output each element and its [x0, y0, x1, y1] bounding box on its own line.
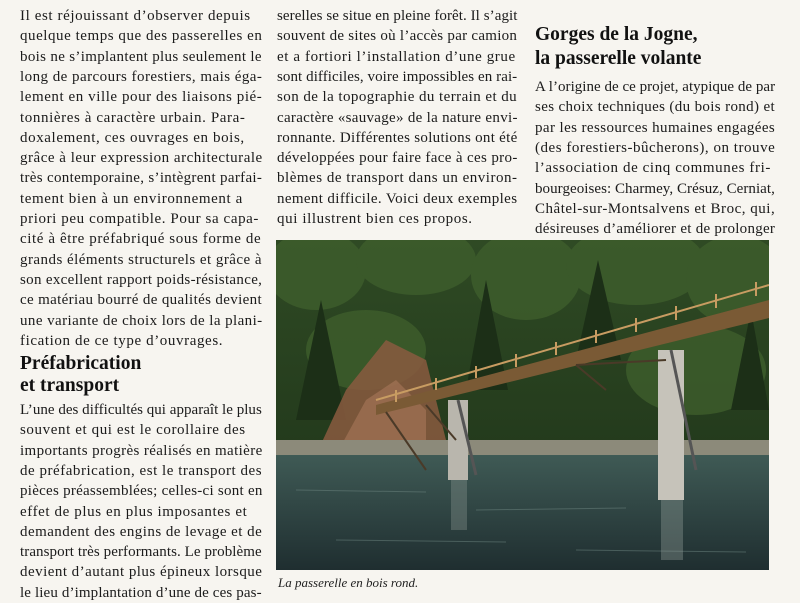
- text-line: ce matériau bourré de qualités devient: [20, 292, 262, 309]
- text-line: blèmes de transport dans un environ-: [277, 170, 518, 187]
- text-line: et a fortiori l’installation d’une grue: [277, 48, 516, 65]
- text-line: Châtel-sur-Montsalvens et Broc, qui,: [535, 200, 776, 217]
- text-line: très contemporaine, s’intègrent parfai-: [20, 170, 263, 187]
- text-line: son excellent rapport poids-résistance,: [20, 271, 263, 288]
- heading-line: et transport: [20, 375, 120, 396]
- bridge-photo-illustration: [276, 240, 769, 570]
- heading-line: Préfabrication: [20, 353, 142, 374]
- text-line: caractère «sauvage» de la nature envi-: [277, 109, 518, 126]
- heading-line: Gorges de la Jogne,: [535, 24, 698, 45]
- text-line: (des forestiers-bûcherons), on trouve: [535, 139, 776, 156]
- text-line: bois ne s’implantent plus seulement le: [20, 48, 262, 65]
- text-line: souvent et qui est le corollaire des: [20, 422, 246, 439]
- text-line: désireuses d’améliorer et de prolonger: [535, 221, 776, 238]
- text-line: ses choix techniques (du bois rond) et: [535, 99, 775, 116]
- text-line: développées pour faire face à ces pro-: [277, 150, 518, 167]
- heading-line: la passerelle volante: [535, 48, 702, 69]
- text-line: devient d’autant plus épineux lorsque: [20, 564, 263, 581]
- text-line: tement bien à un environnement a: [20, 190, 243, 207]
- text-line: une variante de choix lors de la plani-: [20, 312, 263, 329]
- text-line: quelque temps que des passerelles en: [20, 28, 263, 45]
- text-line: ronnante. Différentes solutions ont été: [277, 129, 518, 146]
- text-line: sont difficiles, voire impossibles en rai-: [277, 68, 518, 85]
- text-line: le lieu d’implantation d’une de ces pas-: [20, 584, 262, 601]
- text-line: qui illustrent bien ces propos.: [277, 211, 473, 227]
- text-line: priori peu compatible. Pour sa capa-: [20, 211, 260, 227]
- text-line: doxalement, ces ouvrages en bois,: [20, 129, 245, 146]
- text-line: A l’origine de ce projet, atypique de par: [535, 79, 776, 95]
- text-line: tonnières à caractère urbain. Para-: [20, 109, 246, 126]
- bridge-photo: [276, 240, 769, 570]
- text-line: L’une des difficultés qui apparaît le plus: [20, 402, 262, 418]
- text-line: grands éléments structurels et grâce à: [20, 251, 262, 268]
- text-line: cité à être préfabriqué sous forme de: [20, 231, 262, 248]
- photo-caption: La passerelle en bois rond.: [278, 575, 419, 590]
- text-line: long de parcours forestiers, mais éga-: [20, 68, 263, 85]
- text-line: Il est réjouissant d’observer depuis: [20, 8, 251, 24]
- text-line: demandent des engins de levage et de: [20, 523, 263, 540]
- text-line: nement difficile. Voici deux exemples: [277, 190, 518, 207]
- text-line: l’association de cinq communes fri-: [535, 160, 771, 177]
- lake-water: [276, 455, 769, 570]
- text-line: pièces préassemblées; celles-ci sont en: [20, 483, 263, 500]
- text-line: lement en ville pour des liaisons pié-: [20, 89, 263, 106]
- text-line: souvent de sites où l’accès par camion: [277, 28, 518, 45]
- text-line: importants progrès réalisés en matière: [20, 442, 263, 459]
- text-line: serelles se situe en pleine forêt. Il s’agit: [277, 8, 518, 24]
- text-line: de préfabrication, est le transport des: [20, 462, 263, 479]
- text-line: par les ressources humaines engagées: [535, 119, 776, 136]
- text-line: grâce à leur expression architecturale: [20, 150, 263, 167]
- text-line: effet de plus en plus imposantes et: [20, 503, 248, 520]
- text-line: son de la topographie du terrain et du: [277, 89, 518, 106]
- text-line: bourgeoises: Charmey, Crésuz, Cerniat,: [535, 180, 775, 197]
- text-line: fication de ce type d’ouvrages.: [20, 332, 224, 349]
- text-line: transport très performants. Le problème: [20, 544, 262, 561]
